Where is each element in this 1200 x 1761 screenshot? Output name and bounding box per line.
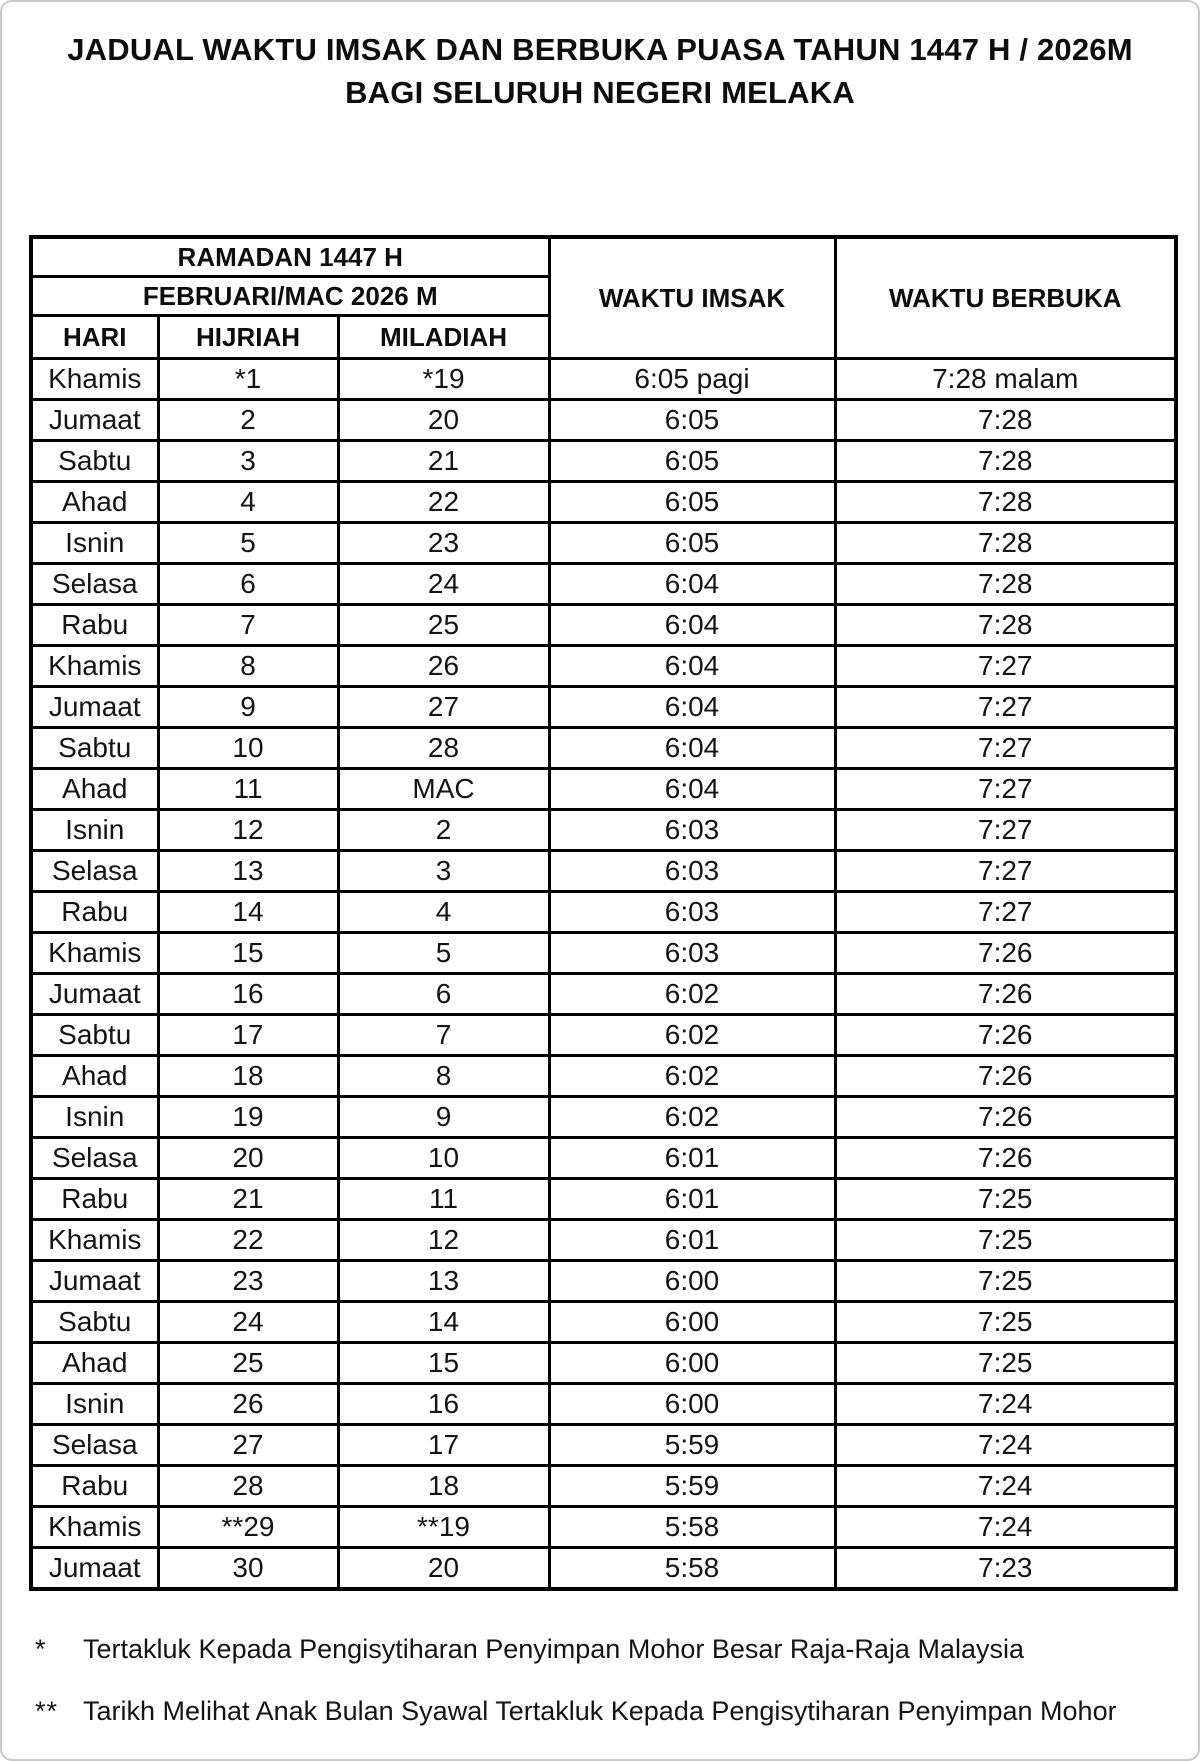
cell-hari: Jumaat bbox=[31, 400, 158, 441]
page-title bbox=[2, 28, 1198, 114]
cell-berbuka: 7:24 bbox=[835, 1466, 1176, 1507]
cell-hari: Ahad bbox=[31, 769, 158, 810]
footnote-2-text: Tarikh Melihat Anak Bulan Syawal Tertakluk Kepada Pengisytiharan Penyimpan Mohor bbox=[83, 1696, 1117, 1726]
table-row bbox=[31, 728, 1176, 769]
cell-berbuka: 7:24 bbox=[835, 1425, 1176, 1466]
cell-hijriah: 3 bbox=[158, 441, 338, 482]
cell-hari: Isnin bbox=[31, 1097, 158, 1138]
table-row bbox=[31, 851, 1176, 892]
cell-miladiah: 7 bbox=[338, 1015, 549, 1056]
table-row bbox=[31, 605, 1176, 646]
table-row bbox=[31, 441, 1176, 482]
cell-hijriah: 24 bbox=[158, 1302, 338, 1343]
cell-hijriah: 8 bbox=[158, 646, 338, 687]
cell-berbuka: 7:26 bbox=[835, 974, 1176, 1015]
cell-imsak: 6:02 bbox=[549, 974, 835, 1015]
cell-hari: Jumaat bbox=[31, 1261, 158, 1302]
cell-imsak: 6:04 bbox=[549, 687, 835, 728]
footnote-1-text: Tertakluk Kepada Pengisytiharan Penyimpan Mohor Besar Raja-Raja Malaysia bbox=[83, 1634, 1024, 1664]
cell-imsak: 6:05 bbox=[549, 441, 835, 482]
table-row bbox=[31, 974, 1176, 1015]
cell-berbuka: 7:26 bbox=[835, 933, 1176, 974]
cell-imsak: 6:04 bbox=[549, 605, 835, 646]
header-row-ramadan bbox=[31, 237, 1176, 277]
cell-berbuka: 7:25 bbox=[835, 1343, 1176, 1384]
cell-miladiah: 9 bbox=[338, 1097, 549, 1138]
cell-hijriah: 26 bbox=[158, 1384, 338, 1425]
cell-imsak: 6:05 bbox=[549, 400, 835, 441]
cell-berbuka: 7:24 bbox=[835, 1507, 1176, 1548]
table-row bbox=[31, 359, 1176, 400]
table-row bbox=[31, 1466, 1176, 1507]
cell-berbuka: 7:28 bbox=[835, 605, 1176, 646]
cell-imsak: 6:01 bbox=[549, 1179, 835, 1220]
cell-hari: Selasa bbox=[31, 564, 158, 605]
table-row bbox=[31, 892, 1176, 933]
cell-hijriah: 19 bbox=[158, 1097, 338, 1138]
cell-imsak: 6:01 bbox=[549, 1220, 835, 1261]
cell-hijriah: 28 bbox=[158, 1466, 338, 1507]
cell-miladiah: 5 bbox=[338, 933, 549, 974]
cell-hari: Isnin bbox=[31, 1384, 158, 1425]
header-ramadan-label: RAMADAN 1447 H bbox=[31, 237, 549, 277]
cell-miladiah: 28 bbox=[338, 728, 549, 769]
cell-hari: Khamis bbox=[31, 1507, 158, 1548]
cell-miladiah: MAC bbox=[338, 769, 549, 810]
cell-miladiah: 12 bbox=[338, 1220, 549, 1261]
cell-hijriah: **29 bbox=[158, 1507, 338, 1548]
cell-hari: Rabu bbox=[31, 1466, 158, 1507]
cell-hari: Jumaat bbox=[31, 974, 158, 1015]
header-hijriah: HIJRIAH bbox=[158, 316, 338, 359]
cell-hijriah: 18 bbox=[158, 1056, 338, 1097]
cell-miladiah: *19 bbox=[338, 359, 549, 400]
cell-hari: Sabtu bbox=[31, 728, 158, 769]
cell-imsak: 6:03 bbox=[549, 810, 835, 851]
cell-miladiah: 6 bbox=[338, 974, 549, 1015]
cell-hari: Khamis bbox=[31, 933, 158, 974]
cell-miladiah: 21 bbox=[338, 441, 549, 482]
cell-hari: Sabtu bbox=[31, 1302, 158, 1343]
table-row bbox=[31, 1261, 1176, 1302]
title-line-2: BAGI SELURUH NEGERI MELAKA bbox=[345, 75, 855, 110]
cell-miladiah: 18 bbox=[338, 1466, 549, 1507]
cell-berbuka: 7:28 bbox=[835, 482, 1176, 523]
cell-imsak: 6:00 bbox=[549, 1384, 835, 1425]
header-waktu-imsak: WAKTU IMSAK bbox=[549, 237, 835, 359]
cell-hijriah: 2 bbox=[158, 400, 338, 441]
cell-imsak: 6:00 bbox=[549, 1343, 835, 1384]
cell-hijriah: 23 bbox=[158, 1261, 338, 1302]
table-row bbox=[31, 400, 1176, 441]
cell-imsak: 6:02 bbox=[549, 1097, 835, 1138]
table-row bbox=[31, 523, 1176, 564]
cell-hari: Isnin bbox=[31, 810, 158, 851]
cell-imsak: 5:58 bbox=[549, 1507, 835, 1548]
footnote-1 bbox=[35, 1632, 1175, 1666]
cell-imsak: 6:00 bbox=[549, 1302, 835, 1343]
table-row bbox=[31, 933, 1176, 974]
cell-hijriah: 22 bbox=[158, 1220, 338, 1261]
table-row bbox=[31, 646, 1176, 687]
cell-hari: Sabtu bbox=[31, 1015, 158, 1056]
cell-miladiah: 14 bbox=[338, 1302, 549, 1343]
cell-imsak: 6:03 bbox=[549, 933, 835, 974]
cell-hijriah: 15 bbox=[158, 933, 338, 974]
cell-hari: Khamis bbox=[31, 1220, 158, 1261]
cell-miladiah: **19 bbox=[338, 1507, 549, 1548]
cell-hari: Ahad bbox=[31, 1056, 158, 1097]
cell-miladiah: 13 bbox=[338, 1261, 549, 1302]
cell-berbuka: 7:25 bbox=[835, 1179, 1176, 1220]
table-row bbox=[31, 1302, 1176, 1343]
table-row bbox=[31, 769, 1176, 810]
cell-imsak: 6:05 bbox=[549, 523, 835, 564]
cell-imsak: 6:02 bbox=[549, 1056, 835, 1097]
header-miladiah: MILADIAH bbox=[338, 316, 549, 359]
cell-miladiah: 22 bbox=[338, 482, 549, 523]
prayer-schedule-table bbox=[29, 235, 1178, 1591]
cell-hari: Rabu bbox=[31, 892, 158, 933]
cell-hijriah: 12 bbox=[158, 810, 338, 851]
cell-hijriah: 5 bbox=[158, 523, 338, 564]
cell-berbuka: 7:27 bbox=[835, 892, 1176, 933]
cell-hijriah: 16 bbox=[158, 974, 338, 1015]
cell-berbuka: 7:25 bbox=[835, 1220, 1176, 1261]
cell-hijriah: 30 bbox=[158, 1548, 338, 1590]
header-hari: HARI bbox=[31, 316, 158, 359]
table-body bbox=[31, 359, 1176, 1590]
cell-berbuka: 7:28 malam bbox=[835, 359, 1176, 400]
cell-hari: Khamis bbox=[31, 359, 158, 400]
cell-miladiah: 2 bbox=[338, 810, 549, 851]
cell-imsak: 6:04 bbox=[549, 769, 835, 810]
cell-hijriah: *1 bbox=[158, 359, 338, 400]
cell-berbuka: 7:25 bbox=[835, 1302, 1176, 1343]
table-row bbox=[31, 1384, 1176, 1425]
cell-berbuka: 7:26 bbox=[835, 1015, 1176, 1056]
cell-hari: Isnin bbox=[31, 523, 158, 564]
table-row bbox=[31, 1138, 1176, 1179]
cell-miladiah: 20 bbox=[338, 1548, 549, 1590]
cell-hari: Ahad bbox=[31, 1343, 158, 1384]
cell-miladiah: 26 bbox=[338, 646, 549, 687]
cell-miladiah: 23 bbox=[338, 523, 549, 564]
cell-berbuka: 7:28 bbox=[835, 400, 1176, 441]
table-row bbox=[31, 810, 1176, 851]
cell-imsak: 6:03 bbox=[549, 892, 835, 933]
cell-hari: Ahad bbox=[31, 482, 158, 523]
cell-berbuka: 7:28 bbox=[835, 441, 1176, 482]
footnote-2-marker: ** bbox=[35, 1696, 59, 1726]
cell-hijriah: 27 bbox=[158, 1425, 338, 1466]
cell-imsak: 5:59 bbox=[549, 1425, 835, 1466]
cell-miladiah: 11 bbox=[338, 1179, 549, 1220]
cell-imsak: 6:05 pagi bbox=[549, 359, 835, 400]
table-row bbox=[31, 1343, 1176, 1384]
cell-hari: Selasa bbox=[31, 1425, 158, 1466]
cell-hijriah: 14 bbox=[158, 892, 338, 933]
cell-berbuka: 7:27 bbox=[835, 646, 1176, 687]
cell-imsak: 6:04 bbox=[549, 564, 835, 605]
cell-berbuka: 7:23 bbox=[835, 1548, 1176, 1590]
cell-berbuka: 7:24 bbox=[835, 1384, 1176, 1425]
cell-miladiah: 16 bbox=[338, 1384, 549, 1425]
cell-hijriah: 25 bbox=[158, 1343, 338, 1384]
cell-hijriah: 11 bbox=[158, 769, 338, 810]
cell-hari: Rabu bbox=[31, 605, 158, 646]
cell-berbuka: 7:26 bbox=[835, 1138, 1176, 1179]
table-row bbox=[31, 1507, 1176, 1548]
table-row bbox=[31, 1179, 1176, 1220]
cell-berbuka: 7:28 bbox=[835, 523, 1176, 564]
cell-berbuka: 7:28 bbox=[835, 564, 1176, 605]
table-row bbox=[31, 1097, 1176, 1138]
cell-imsak: 6:03 bbox=[549, 851, 835, 892]
cell-imsak: 6:04 bbox=[549, 728, 835, 769]
cell-berbuka: 7:27 bbox=[835, 687, 1176, 728]
table-header bbox=[31, 237, 1176, 359]
cell-hijriah: 6 bbox=[158, 564, 338, 605]
table-row bbox=[31, 1425, 1176, 1466]
cell-hijriah: 9 bbox=[158, 687, 338, 728]
cell-hari: Jumaat bbox=[31, 687, 158, 728]
cell-hari: Selasa bbox=[31, 1138, 158, 1179]
cell-miladiah: 10 bbox=[338, 1138, 549, 1179]
table-row bbox=[31, 1220, 1176, 1261]
cell-miladiah: 8 bbox=[338, 1056, 549, 1097]
cell-imsak: 5:59 bbox=[549, 1466, 835, 1507]
cell-berbuka: 7:26 bbox=[835, 1056, 1176, 1097]
cell-hijriah: 7 bbox=[158, 605, 338, 646]
cell-imsak: 6:01 bbox=[549, 1138, 835, 1179]
table-row bbox=[31, 564, 1176, 605]
cell-berbuka: 7:27 bbox=[835, 728, 1176, 769]
cell-berbuka: 7:25 bbox=[835, 1261, 1176, 1302]
cell-hari: Selasa bbox=[31, 851, 158, 892]
cell-hijriah: 21 bbox=[158, 1179, 338, 1220]
cell-imsak: 6:04 bbox=[549, 646, 835, 687]
cell-hari: Khamis bbox=[31, 646, 158, 687]
footnote-1-marker: * bbox=[35, 1634, 47, 1664]
cell-hijriah: 13 bbox=[158, 851, 338, 892]
cell-hari: Jumaat bbox=[31, 1548, 158, 1590]
cell-berbuka: 7:27 bbox=[835, 810, 1176, 851]
cell-imsak: 6:00 bbox=[549, 1261, 835, 1302]
header-waktu-berbuka: WAKTU BERBUKA bbox=[835, 237, 1176, 359]
table-row bbox=[31, 1056, 1176, 1097]
cell-hari: Sabtu bbox=[31, 441, 158, 482]
cell-berbuka: 7:27 bbox=[835, 769, 1176, 810]
table-row bbox=[31, 482, 1176, 523]
header-month-label: FEBRUARI/MAC 2026 M bbox=[31, 277, 549, 316]
cell-miladiah: 25 bbox=[338, 605, 549, 646]
table-row bbox=[31, 687, 1176, 728]
cell-miladiah: 27 bbox=[338, 687, 549, 728]
cell-hari: Rabu bbox=[31, 1179, 158, 1220]
cell-hijriah: 4 bbox=[158, 482, 338, 523]
cell-hijriah: 20 bbox=[158, 1138, 338, 1179]
cell-hijriah: 10 bbox=[158, 728, 338, 769]
cell-miladiah: 3 bbox=[338, 851, 549, 892]
footnotes bbox=[35, 1632, 1175, 1756]
cell-berbuka: 7:27 bbox=[835, 851, 1176, 892]
footnote-2 bbox=[35, 1694, 1175, 1728]
cell-hijriah: 17 bbox=[158, 1015, 338, 1056]
title-line-1: JADUAL WAKTU IMSAK DAN BERBUKA PUASA TAHUN 1447 H / 2026M bbox=[67, 32, 1133, 67]
cell-miladiah: 15 bbox=[338, 1343, 549, 1384]
cell-miladiah: 20 bbox=[338, 400, 549, 441]
cell-imsak: 6:02 bbox=[549, 1015, 835, 1056]
cell-miladiah: 4 bbox=[338, 892, 549, 933]
cell-miladiah: 17 bbox=[338, 1425, 549, 1466]
cell-berbuka: 7:26 bbox=[835, 1097, 1176, 1138]
cell-imsak: 6:05 bbox=[549, 482, 835, 523]
table-row bbox=[31, 1548, 1176, 1590]
table-row bbox=[31, 1015, 1176, 1056]
cell-miladiah: 24 bbox=[338, 564, 549, 605]
cell-imsak: 5:58 bbox=[549, 1548, 835, 1590]
